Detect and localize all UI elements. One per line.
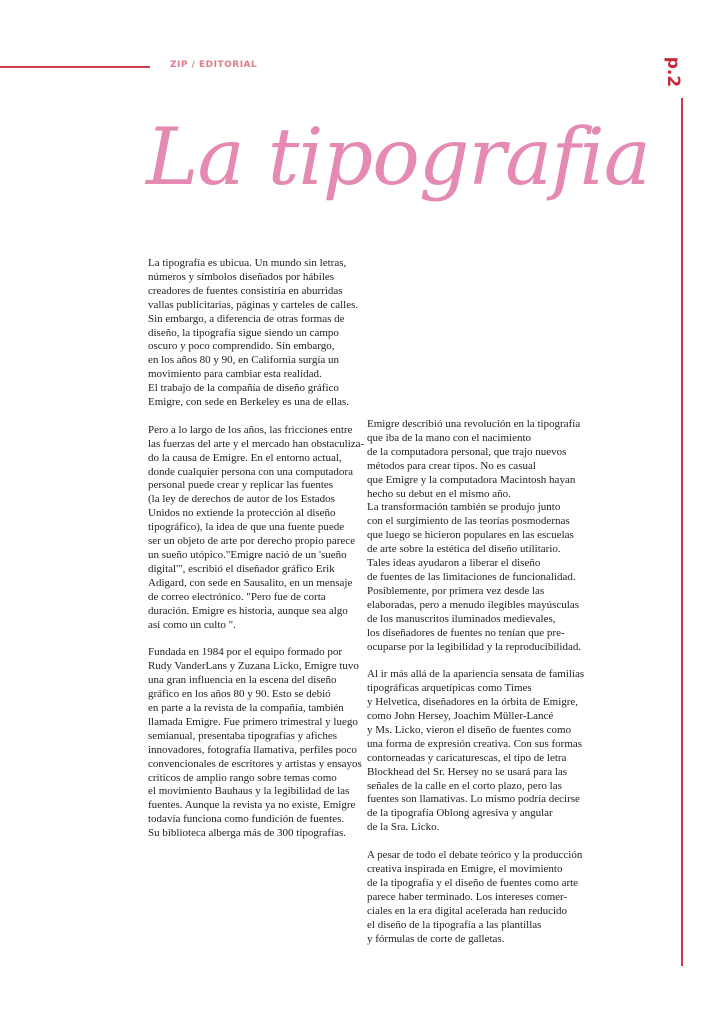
paragraph xyxy=(367,849,582,946)
text-line: movimiento para cambiar esta realidad. xyxy=(148,368,322,381)
text-line: ser un objeto de arte por derecho propio parece xyxy=(148,535,356,548)
text-line: que luego se hicieron populares en las escuelas xyxy=(367,529,574,542)
text-line: parece haber terminado. Los intereses comer- xyxy=(367,890,568,903)
text-line: diseño, la tipografía sigue siendo un campo xyxy=(148,326,339,339)
text-line: contorneadas y caricaturescas, el tipo de letra xyxy=(367,751,567,764)
paragraph xyxy=(148,257,358,410)
section-tag: ZIP / EDITORIAL xyxy=(170,60,258,70)
text-line: El trabajo de la compañía de diseño gráfico xyxy=(148,382,339,395)
text-line: Posiblemente, por primera vez desde las xyxy=(367,584,545,597)
page-title: La tipografia xyxy=(146,111,650,203)
text-line: semianual, presentaba tipografías y afiches xyxy=(148,729,338,742)
page-number-label: p.2 xyxy=(663,56,683,88)
text-line: y fórmulas de corte de galletas. xyxy=(367,932,505,945)
text-line: Blockhead del Sr. Hersey no se usará para las xyxy=(367,765,568,778)
text-line: convencionales de escritores y artistas y ensayos xyxy=(148,757,362,770)
top-left-rule xyxy=(0,66,150,68)
paragraph xyxy=(367,418,582,654)
paragraph xyxy=(367,668,585,835)
text-line: de la tipografía y el diseño de fuentes como arte xyxy=(367,876,579,889)
left-text-column xyxy=(148,257,365,855)
text-line: creativa inspirada en Emigre, el movimiento xyxy=(367,862,563,875)
text-line: ocuparse por la legibilidad y la reproducibilidad. xyxy=(367,640,582,653)
text-line: Fundada en 1984 por el equipo formado por xyxy=(148,646,342,659)
text-line: así como un culto ". xyxy=(148,618,236,631)
text-line: y Helvetica, diseñadores en la órbita de Emigre, xyxy=(367,696,579,709)
text-line: las fuerzas del arte y el mercado han obstaculiza- xyxy=(148,437,365,450)
text-line: digital'", escribió el diseñador gráfico Erik xyxy=(148,562,335,575)
text-line: La transformación también se produjo junto xyxy=(367,501,561,514)
text-line: Su biblioteca alberga más de 300 tipografías. xyxy=(148,827,347,840)
text-line: tipográficas arquetípicas como Times xyxy=(367,682,532,695)
text-line: A pesar de todo el debate teórico y la producción xyxy=(367,849,583,862)
text-line: duración. Emigre es historia, aunque sea algo xyxy=(148,604,348,617)
text-line: Al ir más allá de la apariencia sensata de familias xyxy=(367,668,585,681)
text-line: señales de la calle en el corto plazo, pero las xyxy=(367,779,562,792)
text-line: como John Hersey, Joachim Müller-Lancé xyxy=(367,710,554,723)
right-text-column xyxy=(367,418,585,960)
text-line: números y símbolos diseñados por hábiles xyxy=(148,270,335,283)
text-line: llamada Emigre. Fue primero trimestral y luego xyxy=(148,715,358,728)
text-line: el diseño de la tipografía a las plantillas xyxy=(367,918,542,931)
text-line: elaboradas, pero a menudo ilegibles mayúsculas xyxy=(367,598,579,611)
text-line: personal puede crear y replicar las fuentes xyxy=(148,479,334,492)
text-line: ciales en la era digital acelerada han reducido xyxy=(367,904,568,917)
text-line: donde cualquier persona con una computadora xyxy=(148,465,353,478)
text-line: Unidos no extiende la protección al diseño xyxy=(148,507,336,520)
text-line: gráfico en los años 80 y 90. Esto se debió xyxy=(148,688,331,701)
text-line: el movimiento Bauhaus y la legibilidad de las xyxy=(148,785,350,798)
text-line: un sueño utópico."Emigre nació de un 'sueño xyxy=(148,549,347,562)
text-line: Adigard, con sede en Sausalito, en un mensaje xyxy=(148,576,353,589)
page-number xyxy=(660,50,686,94)
text-line: Rudy VanderLans y Zuzana Licko, Emigre tuvo xyxy=(148,660,359,673)
paragraph xyxy=(148,423,365,633)
text-line: Sin embargo, a diferencia de otras formas de xyxy=(148,312,345,325)
text-line: creadores de fuentes consistiría en aburridas xyxy=(148,284,343,297)
text-line: de la computadora personal, que trajo nuevos xyxy=(367,445,567,458)
text-line: que Emigre y la computadora Macintosh hayan xyxy=(367,473,576,486)
paragraph xyxy=(148,646,362,841)
text-line: en parte a la revista de la compañía, también xyxy=(148,701,344,714)
text-line: fuentes. Aunque la revista ya no existe, Emigre xyxy=(148,799,356,812)
text-line: Pero a lo largo de los años, las fricciones entre xyxy=(148,423,353,436)
text-line: una forma de expresión creativa. Con sus formas xyxy=(367,737,583,750)
text-line: de fuentes de las limitaciones de funcionalidad. xyxy=(367,570,576,583)
text-line: (la ley de derechos de autor de los Estados xyxy=(148,493,335,506)
text-line: oscuro y poco comprendido. Sin embargo, xyxy=(148,340,335,353)
text-line: de los manuscritos iluminados medievales, xyxy=(367,612,556,625)
text-line: Emigre describió una revolución en la tipografía xyxy=(367,418,581,430)
text-line: Emigre, con sede en Berkeley es una de ellas. xyxy=(148,396,349,409)
text-line: métodos para crear tipos. No es casual xyxy=(367,459,536,472)
text-line: de la Sra. Licko. xyxy=(367,821,440,834)
text-line: todavía funciona como fundición de fuentes. xyxy=(148,813,345,826)
text-line: hecho su debut en el mismo año. xyxy=(367,487,511,500)
text-line: fuentes son llamativas. Lo mismo podría decirse xyxy=(367,793,580,806)
text-line: vallas publicitarias, páginas y carteles de calles. xyxy=(148,298,359,311)
text-line: los diseñadores de fuentes no tenían que pre- xyxy=(367,626,565,639)
text-line: críticos de amplio rango sobre temas como xyxy=(148,771,337,784)
text-line: de arte sobre la estética del diseño utilitario. xyxy=(367,543,561,556)
text-line: que iba de la mano con el nacimiento xyxy=(367,431,532,444)
text-line: en los años 80 y 90, en California surgía un xyxy=(148,354,340,367)
text-line: de correo electrónico. "Pero fue de corta xyxy=(148,590,326,603)
text-line: de la tipografía Oblong agresiva y angular xyxy=(367,807,553,820)
text-line: tipográfico), la idea de que una fuente puede xyxy=(148,521,345,534)
text-line: con el surgimiento de las teorías posmodernas xyxy=(367,515,570,528)
right-margin-rule xyxy=(681,98,683,966)
text-line: do la causa de Emigre. En el entorno actual, xyxy=(148,451,342,464)
text-line: Tales ideas ayudaron a liberar el diseño xyxy=(367,557,541,570)
text-line: y Ms. Licko, vieron el diseño de fuentes como xyxy=(367,723,572,736)
text-line: una gran influencia en la escena del diseño xyxy=(148,674,337,687)
text-line: innovadores, fotografía llamativa, perfiles poco xyxy=(148,743,357,756)
text-line: La tipografía es ubicua. Un mundo sin letras, xyxy=(148,257,347,269)
